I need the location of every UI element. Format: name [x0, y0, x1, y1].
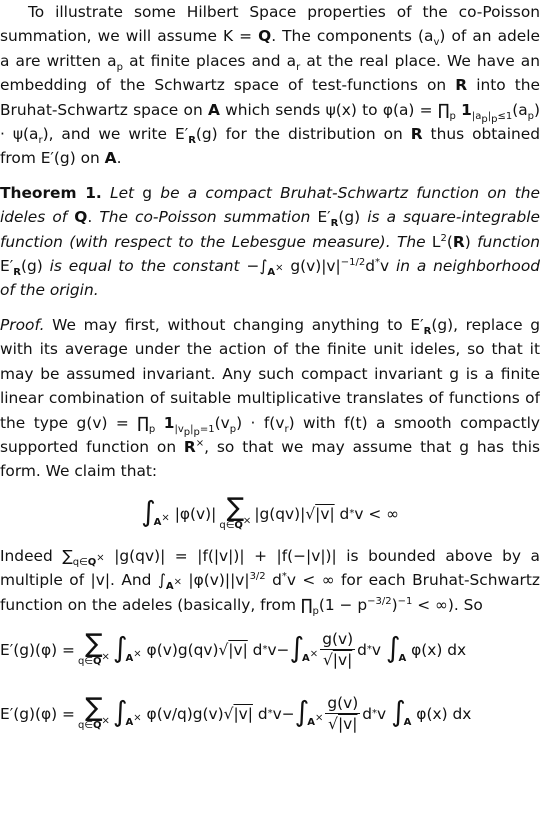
theorem-1: Theorem 1. Let g be a compact Bruhat-Schwartz function on the ideles of Q. The co-Poisson summation $E'_R(g)$ is a square-integrable function (with respect to the Lebesgue measure). The $L^2(R)$ function $E'_R(g)$ is equal to the constant $-\int_{A^\times}$ $g(v)|v|^{-1/2}d^*v$ in a neighborhood of the origin.: [0, 183, 540, 300]
proof-paragraph: Proof. We may first, without changing anything to $E'_R(g)$, replace g with its average under the action of the finite unit ideles, so that it may be assumed invariant. Any such compact invariant g is a finite linear combination of suitable multiplicative translates of functions of the type $g(v) = \prod_p$ $1_{|v_p|_p=1}(v_p) \cdot f(v_r)$ with f(t) a smooth compactly supported function on R×, so that we may assume that g has this form. We claim that:: [0, 315, 540, 481]
indeed-paragraph: Indeed $\sum_{q\in Q^\times}$ |g(qv)| = |f(|v|)| + |f(−|v|)| is bounded above by a multiple of |v|. And $\int_{A^\times}$ $|\varphi(v)||v|^{3/2}$ d*v < ∞ for each Bruhat-Schwartz function on the adeles (basically, from $\prod_p(1 - p^{-3/2})^{-1}$ < ∞). So: [0, 546, 540, 617]
equation-3: E′(g)(φ) = ∑ q∈Q× ∫ A× φ(v/q)g(v)√ |v| d * v− ∫ A× $\frac{g(v)}{√|v|}$ d * v ∫ A φ(x) dx: [0, 693, 472, 734]
intro-paragraph: To illustrate some Hilbert Space properties of the co-Poisson summation, we will assume K = Q. The components $(a_v)$ of an adele a are written $a_p$ at finite places and $a_r$ at the real place. We have an embedding of the Schwartz space of test-functions on R into the Bruhat-Schwartz space on A which sends ψ(x) to $\varphi(a) = \prod_p$ $1_{|a_p|_p\le 1}(a_p) \cdot \psi(a_r)$, and we write $E'_R(g)$ for the distribution on R thus obtained from E′(g) on A.: [0, 3, 540, 168]
equation-2: E′(g)(φ) = ∑ q∈Q× ∫ A× φ(v)g(qv)√ |v| d * v− ∫ A× $\frac{g(v)}{√|v|}$ d * v ∫ A φ(x) dx: [0, 629, 467, 670]
theorem-label: Theorem 1.: [0, 183, 102, 202]
proof-label: Proof.: [0, 315, 45, 334]
equation-claim: ∫ A× |φ(v)| ∑ q∈Q× |g(qv)|√ |v| d * v < ∞: [141, 493, 399, 532]
